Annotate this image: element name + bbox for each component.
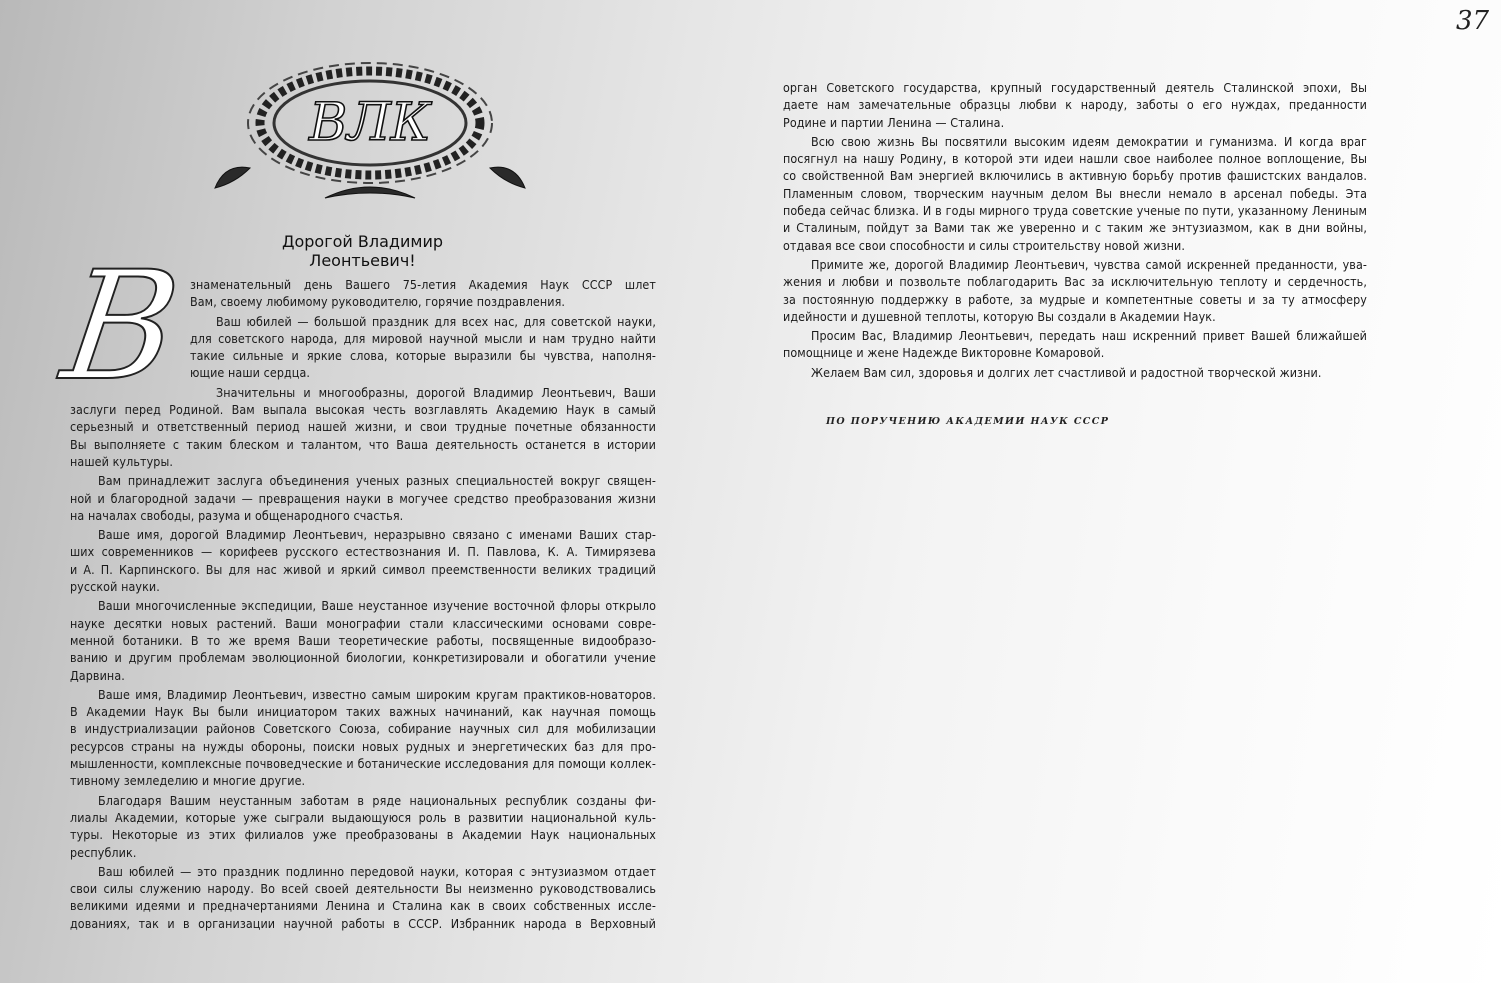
paragraph xyxy=(70,792,656,861)
text-line: заслуги перед Родиной. Вам выпала высокая честь возглавлять Академию Наук в самый xyxy=(70,402,656,418)
text-line: менной ботаники. В то же время Ваши теоретические работы, посвященные видообразо- xyxy=(70,632,656,648)
text-line: Ваш юбилей — большой праздник для всех нас, для советской науки, xyxy=(216,313,656,329)
text-line: В Академии Наук Вы были инициатором таких важных начинаний, как научная помощь xyxy=(70,704,656,720)
paragraph xyxy=(783,256,1367,325)
paragraph xyxy=(783,79,1367,131)
text-line: лиалы Академии, которые уже сыграли выдающуюся роль в развитии национальной куль- xyxy=(70,809,656,825)
text-line: Всю свою жизнь Вы посвятили высоким идеям демократии и гуманизма. И когда враг xyxy=(811,133,1367,149)
signature-line: ПО ПОРУЧЕНИЮ АКАДЕМИИ НАУК СССР xyxy=(826,416,1110,427)
text-line: туры. Некоторые из этих филиалов уже преобразованы в Академии Наук национальных xyxy=(70,827,656,843)
text-line: отдавая все свои способности и силы строительству новой жизни. xyxy=(783,237,1185,253)
text-line: свои силы служению народу. Во всей своей деятельности Вы неизменно руководствовались xyxy=(70,881,656,897)
text-line: посягнул на нашу Родину, в которой эти идеи нашли свое наиболее полное воплощение, Вы xyxy=(783,151,1367,167)
text-line: республик. xyxy=(70,844,137,860)
text-line: тивному земледелию и многие другие. xyxy=(70,773,306,789)
text-line: ющие наши сердца. xyxy=(190,365,311,381)
page-title: Дорогой Владимир Леонтьевич! xyxy=(281,232,443,270)
text-line: Значительны и многообразны, дорогой Владимир Леонтьевич, Ваши xyxy=(216,384,656,400)
text-line: знаменательный день Вашего 75-летия Академия Наук СССР шлет xyxy=(190,277,656,292)
text-line: мышленности, комплексные почвоведческие и ботанические исследования для помощи коллек- xyxy=(70,756,656,772)
left-column xyxy=(70,276,656,934)
monogram: ВЛК xyxy=(309,93,431,153)
text-line: в индустриализации районов Советского Союза, собирание научных сил для мобилизации xyxy=(70,721,656,737)
text-line: помощнице и жене Надежде Викторовне Комаровой. xyxy=(783,345,1105,361)
laurel-wreath-emblem xyxy=(205,58,535,208)
drop-cap: В xyxy=(53,240,189,414)
text-line: ванию и другим проблемам эволюционной биологии, конкретизировали и обогатили учение xyxy=(70,650,656,666)
right-column xyxy=(783,79,1367,383)
text-line: науке десятки новых растений. Ваши монографии стали классическими основами совре- xyxy=(70,615,656,631)
text-line: серьезный и ответственный период нашей жизни, и свои трудные почетные обязанности xyxy=(70,419,656,435)
paragraph xyxy=(70,597,656,683)
text-line: Дарвина. xyxy=(70,667,125,683)
page-number: 37 xyxy=(1456,6,1490,36)
text-line: орган Советского государства, крупный государственный деятель Сталинской эпохи, Вы xyxy=(783,80,1367,95)
text-line: даете нам замечательные образцы любви к народу, заботы о его нуждах, преданности xyxy=(783,97,1367,113)
text-line: Желаем Вам сил, здоровья и долгих лет счастливой и радостной творческой жизни. xyxy=(811,364,1322,380)
text-line: за постоянную поддержку в работе, за мудрые и компетентные советы и за ту атмосферу xyxy=(783,291,1367,307)
text-line: Вам принадлежит заслуга объединения ученых разных специальностей вокруг священ- xyxy=(98,473,656,489)
text-line: Родине и партии Ленина — Сталина. xyxy=(783,114,1005,130)
paragraph xyxy=(70,276,656,311)
text-line: Пламенным словом, творческим научным делом Вы внесли немало в арсенал победы. Эта xyxy=(783,185,1367,201)
text-line: жения и любви и позвольте поблагодарить Вас за исключительную теплоту и сердечность, xyxy=(783,274,1367,290)
text-line: дованиях, так и в организации научной работы в СССР. Избранник народа в Верховный xyxy=(70,915,656,931)
paragraph xyxy=(783,364,1367,381)
paragraph xyxy=(783,327,1367,362)
text-line: ной и благородной задачи — превращения науки в могучее средство преобразования жизни xyxy=(70,490,656,506)
text-line: и А. П. Карпинского. Вы для нас живой и яркий символ преемственности великих традиций xyxy=(70,561,656,577)
paragraph xyxy=(70,686,656,790)
text-line: и Сталиным, пойдут за Вами так же уверенно и с таким же энтузиазмом, как в дни войны, xyxy=(783,220,1367,236)
text-line: Ваши многочисленные экспедиции, Ваше неустанное изучение восточной флоры открыло xyxy=(98,598,656,614)
text-line: русской науки. xyxy=(70,579,160,595)
text-line: ших современников — корифеев русского естествознания И. П. Павлова, К. А. Тимирязева xyxy=(70,544,656,560)
text-line: Ваш юбилей — это праздник подлинно передовой науки, которая с энтузиазмом отдает xyxy=(98,863,656,879)
text-line: со свойственной Вам энергией включились в активную борьбу против фашистских вандалов. xyxy=(783,168,1367,184)
paragraph xyxy=(70,472,656,524)
text-line: такие сильные и яркие слова, которые выразили бы чувства, наполня- xyxy=(190,348,656,364)
text-line: Благодаря Вашим неустанным заботам в ряде национальных республик созданы фи- xyxy=(98,792,656,808)
text-line: ресурсов страны на нужды обороны, поиски новых рудных и энергетических баз для про- xyxy=(70,738,656,754)
paragraph xyxy=(783,133,1367,254)
paragraph xyxy=(70,526,656,595)
text-line: Ваше имя, дорогой Владимир Леонтьевич, неразрывно связано с именами Ваших стар- xyxy=(98,527,656,543)
text-line: великими идеями и предначертаниями Ленина и Сталина как в своих собственных иссле- xyxy=(70,898,656,914)
text-line: на началах свободы, разума и общенародного счастья. xyxy=(70,507,404,523)
text-line: Вам, своему любимому руководителю, горячие поздравления. xyxy=(190,294,566,310)
text-line: Вы выполняете с таким блеском и талантом, что Ваша деятельность останется в истории xyxy=(70,436,656,452)
text-line: победа сейчас близка. И в годы мирного труда советские ученые по пути, указанному Лениным xyxy=(783,203,1367,219)
text-line: для советского народа, для мировой научной мысли и нам трудно найти xyxy=(190,330,656,346)
paragraph xyxy=(70,384,656,470)
text-line: Просим Вас, Владимир Леонтьевич, передать наш искренний привет Вашей ближайшей xyxy=(811,328,1367,344)
text-line: Ваше имя, Владимир Леонтьевич, известно самым широким кругам практиков-новаторов. xyxy=(98,686,656,702)
text-line: нашей культуры. xyxy=(70,453,173,469)
text-line: идейности и душевной теплоты, которую Вы создали в Академии Наук. xyxy=(783,308,1216,324)
text-line: Примите же, дорогой Владимир Леонтьевич, чувства самой искренней преданности, ува- xyxy=(811,256,1367,272)
paragraph xyxy=(70,863,656,932)
paragraph xyxy=(70,313,656,382)
